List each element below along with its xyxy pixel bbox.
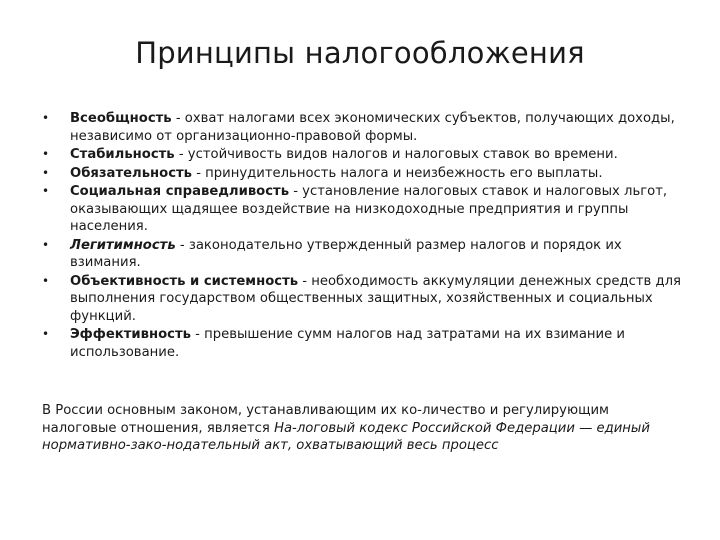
- principle-description: - установление налоговых ставок и налоговых льгот, оказывающих щадящее воздействие на низкодоходные предприятия и группы населения.: [70, 184, 668, 234]
- page-title: Принципы налогообложения: [135, 36, 585, 70]
- bullet-icon: •: [42, 237, 50, 252]
- list-item: [42, 273, 692, 326]
- list-item: [42, 165, 692, 183]
- list-item: [42, 146, 692, 164]
- closing-paragraph: [42, 402, 682, 455]
- principle-term: Стабильность: [70, 147, 175, 162]
- principle-description: - охват налогами всех экономических субъектов, получающих доходы, независимо от организационно-правовой формы.: [70, 111, 675, 144]
- list-item: [42, 183, 692, 236]
- bullet-icon: •: [42, 111, 50, 125]
- principles-list: [42, 110, 692, 362]
- bullet-icon: •: [42, 273, 50, 288]
- principle-term: Социальная справедливость: [70, 184, 290, 199]
- principle-term: Легитимность: [70, 237, 176, 253]
- principle-description: - превышение сумм налогов над затратами на их взимание и использование.: [70, 327, 626, 360]
- principle-description: - принудительность налога и неизбежность его выплаты.: [192, 165, 603, 181]
- tax-code-reference: На-логовый кодекс Российской Федерации — единый нормативно-зако-нодательный акт, охватывающий весь процесс: [42, 420, 650, 453]
- principle-term: Всеобщность: [70, 111, 172, 126]
- list-item: [42, 110, 692, 145]
- principle-description: - устойчивость видов налогов и налоговых ставок во времени.: [174, 147, 618, 162]
- principle-description: - законодательно утвержденный размер налогов и порядок их взимания.: [70, 237, 622, 270]
- bullet-icon: •: [42, 147, 50, 161]
- principle-term: Объективность и системность: [70, 273, 299, 289]
- bullet-icon: •: [42, 184, 50, 198]
- list-item: [42, 237, 692, 272]
- principle-term: Обязательность: [70, 165, 193, 181]
- principle-term: Эффективность: [70, 327, 191, 342]
- list-item: [42, 326, 692, 361]
- bullet-icon: •: [42, 165, 50, 180]
- closing-text: В России основным законом, устанавливающим их ко-личество и регулирующим налоговые отношения, является: [42, 403, 610, 436]
- principle-description: - необходимость аккумуляции денежных средств для выполнения государством общественных защитных, хозяйственных и социальных функций.: [70, 273, 681, 324]
- bullet-icon: •: [42, 327, 50, 341]
